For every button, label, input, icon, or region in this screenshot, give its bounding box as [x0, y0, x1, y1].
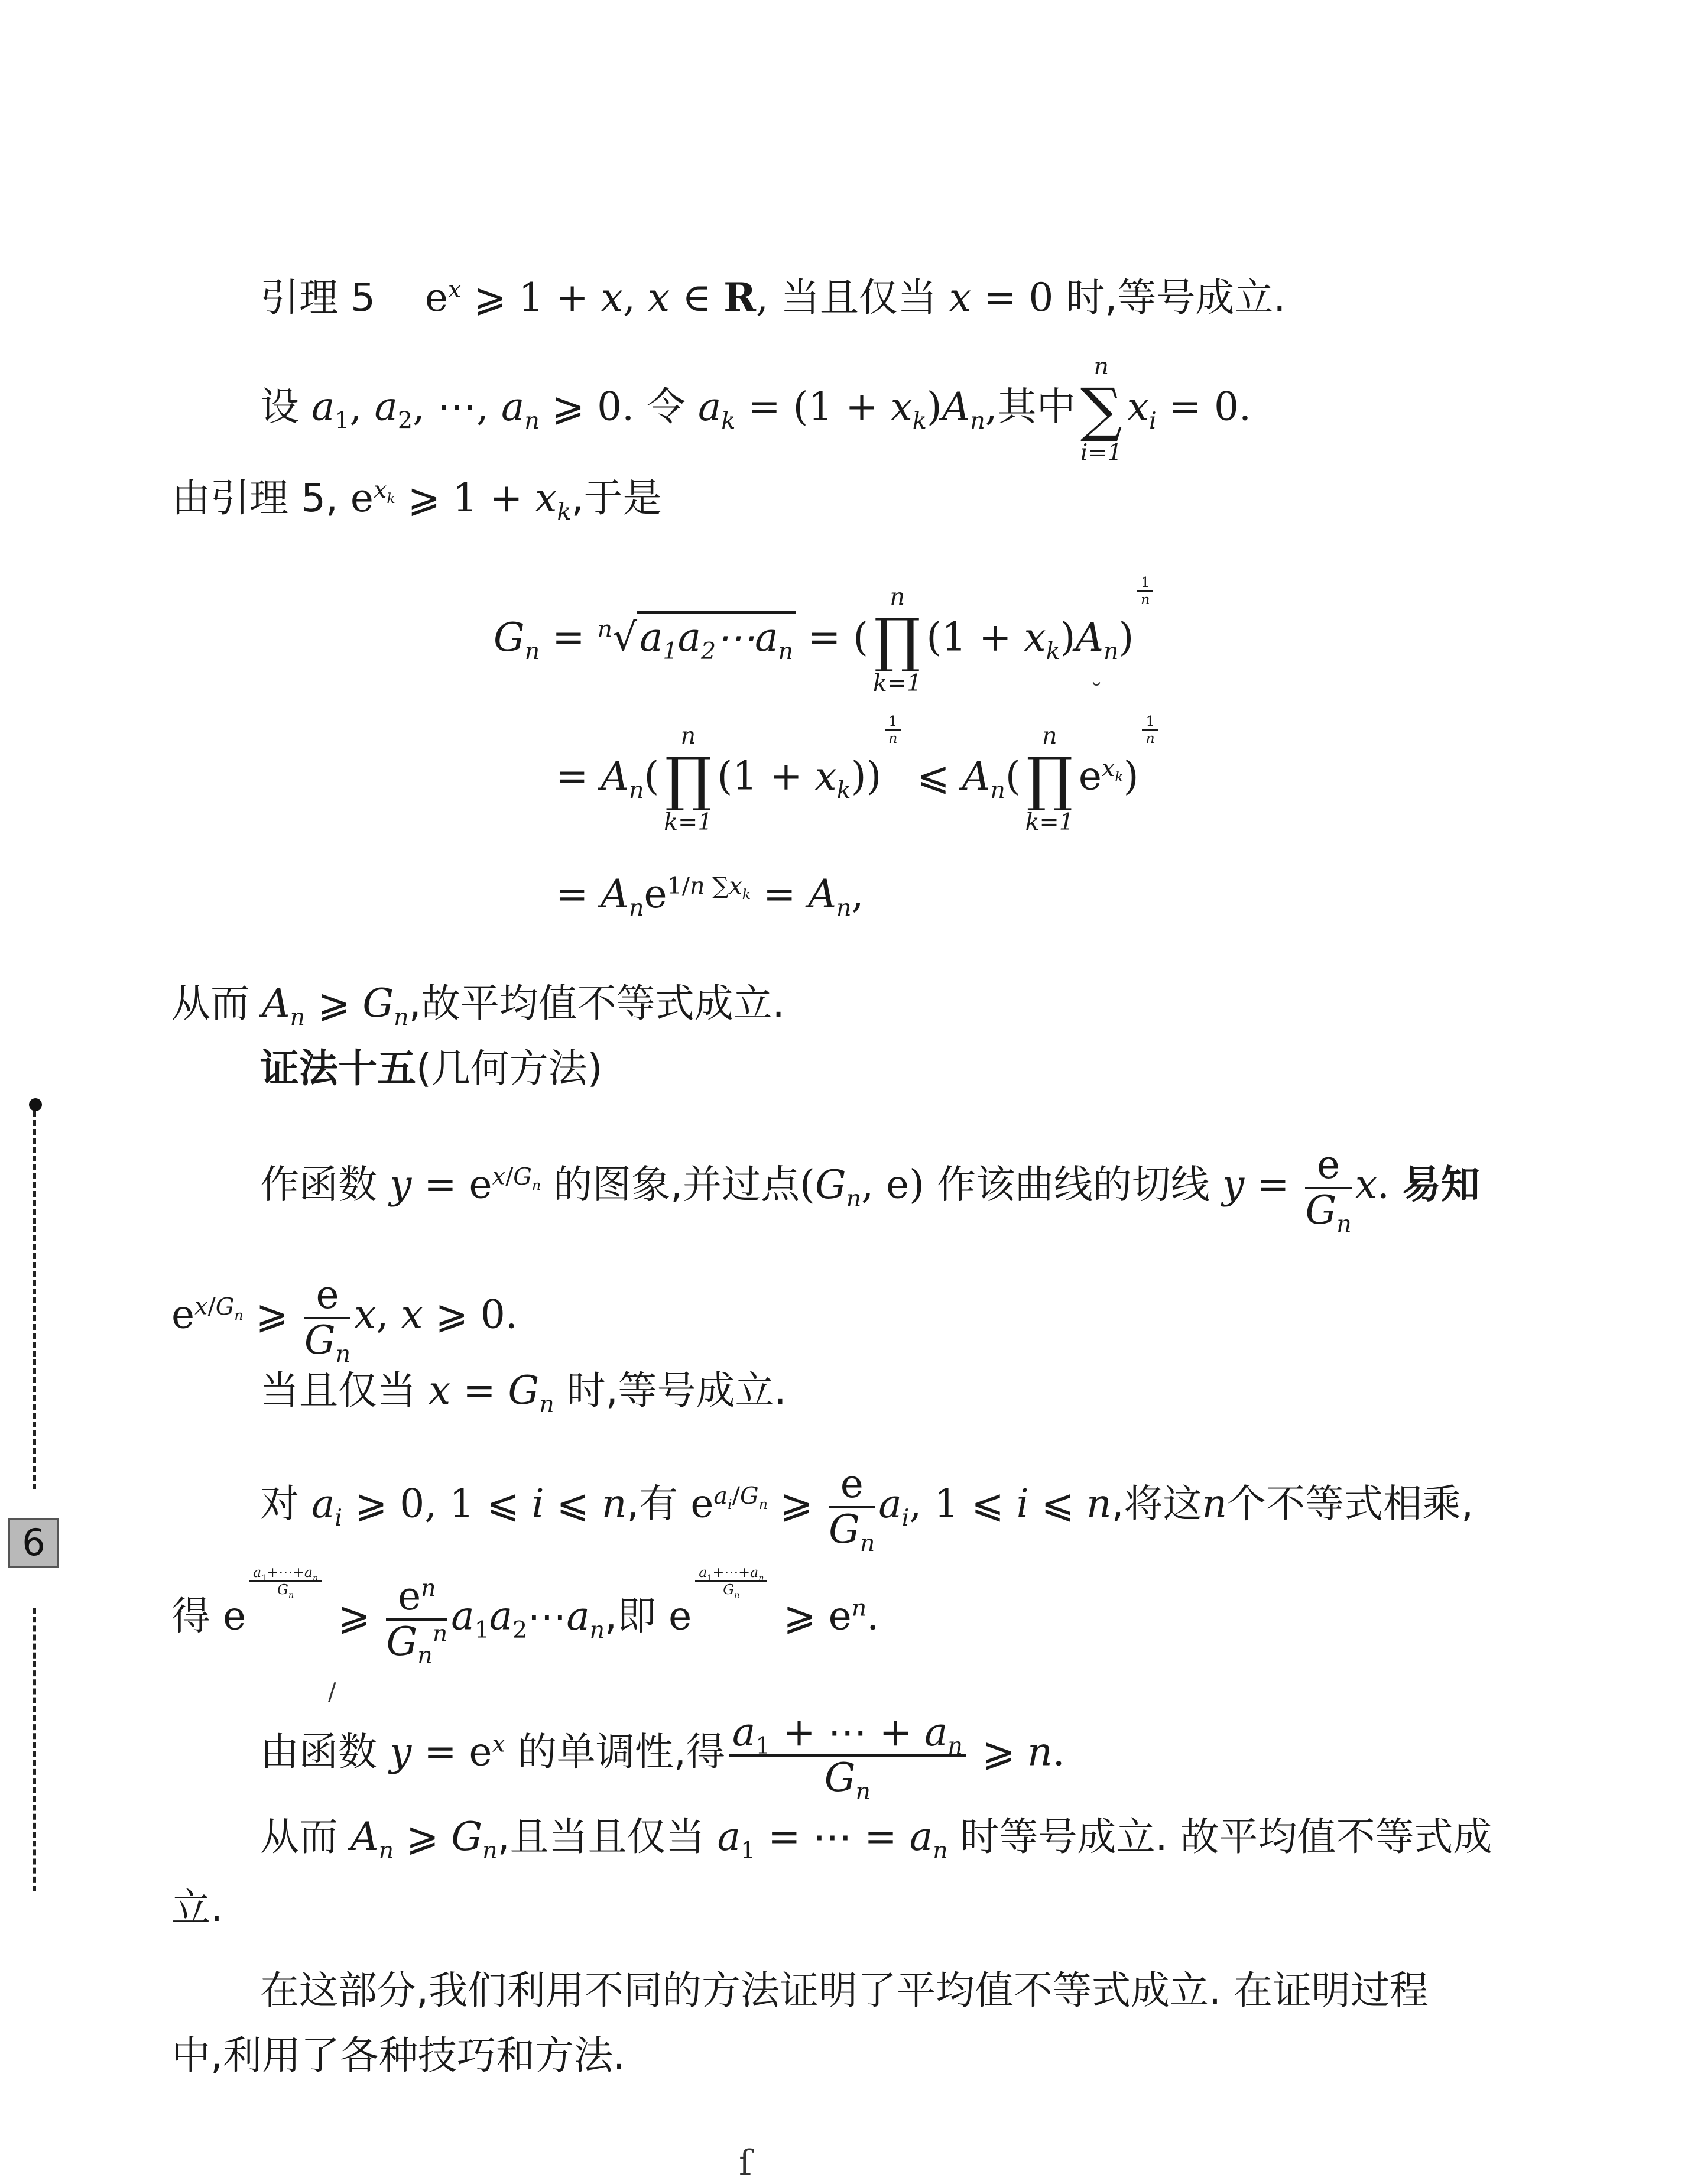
- conclusion-2-wrap: 立.: [171, 1885, 223, 1930]
- setup-tail: 其中: [997, 384, 1076, 430]
- lemma-formula: $e^x$ ⩾ 1 + x, x ∈ R, 当且仅当 x = 0: [387, 274, 1066, 320]
- method-15-title: 证法十五: [260, 1046, 416, 1091]
- summary-line-1: 在这部分,我们利用不同的方法证明了平均值不等式成立. 在证明过程: [260, 1968, 1429, 2013]
- multiply-tail2: 个不等式相乘,: [1227, 1481, 1474, 1527]
- conclusion-2-mid2: 时等号成立. 故平均值不等式成: [960, 1814, 1492, 1860]
- summary-line-2: 中,利用了各种技巧和方法.: [171, 2033, 625, 2078]
- conclusion-2-mid: ,且当且仅当: [497, 1814, 705, 1860]
- sum-operator: n ∑ i=1: [1080, 353, 1122, 466]
- multiply-line: 对 $a_i$ ⩾ 0, 1 ⩽ i ⩽ n,有 $e^{a_i/G_n}$ ⩾ $\frac{e}{G_n}$ $a_i$, 1 ⩽ i ⩽ n,将这n个不等式相乘,: [260, 1461, 1474, 1557]
- setup-line: 设 $a_1$, $a_2$, ⋯, $a_n$ ⩾ 0. 令 $a_k = (1 + x_k)A_n$,其中 n ∑ i=1 $x_i = 0$.: [260, 353, 1251, 466]
- by-lemma-line: 由引理 5, $e^{x_k}$ ⩾ $1 + x_k$,于是: [171, 475, 662, 526]
- equality-1-line: 当且仅当 $x = G_n$ 时,等号成立.: [260, 1368, 787, 1419]
- conclusion-2-prefix: 从而: [260, 1814, 338, 1860]
- construct-line: 作函数 $y = e^{x/G_n}$ 的图象,并过点($G_n$, e) 作该曲线的切线 y = $\frac{e}{G_n}$ x. 易知: [260, 1142, 1480, 1238]
- obtain-prefix: 得: [171, 1593, 210, 1639]
- multiply-prefix: 对: [260, 1481, 299, 1527]
- setup-prefix: 设: [260, 384, 299, 430]
- tangent-fraction: $\frac{e}{G_n}$: [1305, 1142, 1352, 1238]
- margin-dashed-line-bottom: [33, 1608, 36, 1891]
- lemma-line: [260, 274, 1286, 320]
- scan-mark: /: [328, 1679, 336, 1706]
- equation-line-1: $G_n$ = $^n√a_1a_2\cdots a_n$ = ( n ∏ k=1 $(1 + x_k)A_n$) $\frac{1}{n}$: [494, 585, 1157, 696]
- monotone-line: 由函数 $y = e^x$ 的单调性,得 $\frac{a_1 + \cdots + a_n}{G_n}$ ⩾ n.: [260, 1709, 1065, 1805]
- by-lemma-prefix: 由引理 5,: [171, 475, 338, 521]
- margin-dashed-line-top: [33, 1111, 36, 1489]
- obtain-ie: ,即: [605, 1593, 657, 1639]
- multiply-have: ,有: [627, 1481, 679, 1527]
- multiply-tail: ,将这: [1111, 1481, 1202, 1527]
- obtain-line: 得 e $\frac{a_1+\cdots+a_n}{G_n}$ ⩾ $\frac{e^n}{G_n^n}$ $a_1a_2\cdots a_n$,即 e $\frac{a_1+\cdots+a_n}{G_n}$ ⩾ $e^n$.: [171, 1564, 879, 1669]
- by-lemma-tail: ,于是: [571, 475, 662, 521]
- equality-1-prefix: 当且仅当: [260, 1368, 416, 1413]
- lemma-tail: 时,等号成立.: [1066, 275, 1286, 320]
- scan-mark: ſ: [739, 2143, 752, 2184]
- tangent-inequality-line: $e^{x/G_n}$ ⩾ $\frac{e}{G_n}$ x, x ⩾ 0.: [171, 1272, 518, 1368]
- construct-mid2: 作该曲线的切线: [936, 1161, 1210, 1208]
- conclusion-2-line: 从而 $A_n$ ⩾ $G_n$,且当且仅当 $a_1$ = ⋯ = $a_n$ 时等号成立. 故平均值不等式成: [260, 1814, 1492, 1865]
- monotone-mid: 的单调性,得: [517, 1729, 725, 1775]
- method-15-subtitle: (几何方法): [416, 1046, 603, 1091]
- conclusion-1-tail: ,故平均值不等式成立.: [408, 981, 785, 1026]
- equation-line-2: = $A_n$( n ∏ k=1 $(1 + x_k)$) $\frac{1}{n}$ ⩽ $A_n$( n ∏ k=1 $e^{x_k}$) $\frac{1}{n}$: [556, 724, 1162, 835]
- setup-mid: 令: [647, 384, 686, 430]
- scan-mark: ˘: [1090, 680, 1102, 707]
- method-15-heading: [260, 1046, 603, 1091]
- conclusion-1-line: 从而 $A_n$ ⩾ $G_n$,故平均值不等式成立.: [171, 981, 785, 1031]
- construct-prefix: 作函数: [260, 1161, 377, 1208]
- construct-tail: 易知: [1401, 1161, 1480, 1208]
- conclusion-1-prefix: 从而: [171, 981, 249, 1026]
- margin-dot: [29, 1098, 42, 1111]
- page-number-box: 6: [8, 1518, 59, 1568]
- construct-mid: 的图象,并过点: [553, 1161, 800, 1208]
- monotone-prefix: 由函数: [260, 1729, 377, 1775]
- lemma-label: 引理 5: [260, 275, 375, 320]
- equality-1-tail: 时,等号成立.: [566, 1368, 787, 1413]
- equation-line-3: = $A_ne^{1/n \sum x_k} = A_n$,: [556, 871, 864, 922]
